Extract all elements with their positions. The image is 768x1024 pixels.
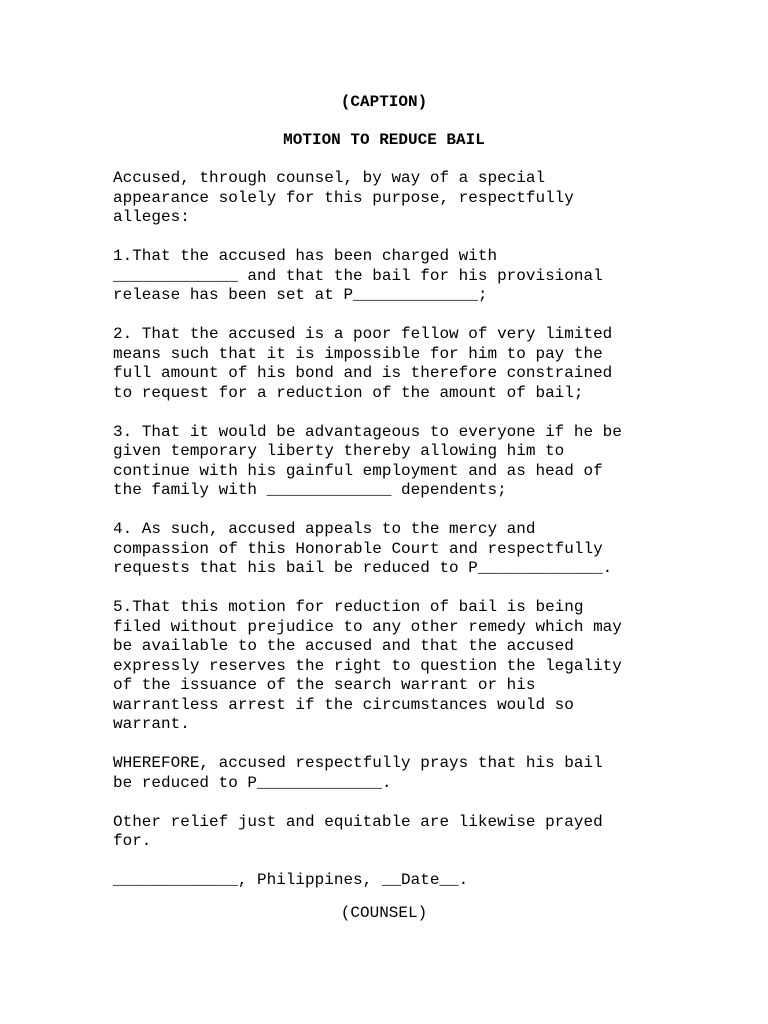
text-line: _____________, Philippines, __Date__.: [113, 871, 469, 889]
text-line: compassion of this Honorable Court and respectfully: [113, 539, 603, 558]
allegation-2-paragraph: [113, 325, 673, 403]
text-line: continue with his gainful employment and as head of: [113, 461, 603, 480]
text-line: be available to the accused and that the accused: [113, 637, 574, 655]
text-line: full amount of his bond and is therefore constrained: [113, 364, 613, 382]
document-title: MOTION TO REDUCE BAIL: [283, 131, 485, 149]
text-line: Accused, through counsel, by way of a special: [113, 169, 546, 187]
text-line: 2. That the accused is a poor fellow of very limited: [113, 325, 613, 343]
text-line: 4. As such, accused appeals to the mercy and: [113, 520, 536, 538]
counsel-signature: (COUNSEL): [340, 904, 428, 922]
text-line: expressly reserves the right to question the legality: [113, 656, 622, 675]
allegation-4-paragraph: [113, 520, 673, 579]
document-body: [113, 169, 673, 910]
text-line: of the issuance of the search warrant or his: [113, 676, 536, 694]
text-line: to request for a reduction of the amount of bail;: [113, 383, 584, 402]
wherefore-paragraph: [113, 754, 673, 793]
text-line: 1.That the accused has been charged with: [113, 247, 498, 265]
text-line: 3. That it would be advantageous to everyone if he be: [113, 422, 622, 441]
text-line: means such that it is impossible for him to pay the: [113, 344, 603, 363]
text-line: be reduced to P_____________.: [113, 773, 392, 792]
text-line: warrantless arrest if the circumstances would so: [113, 695, 574, 714]
caption-heading: (CAPTION): [340, 93, 428, 111]
text-line: warrant.: [113, 715, 190, 733]
other-relief-paragraph: [113, 813, 673, 852]
text-line: WHEREFORE, accused respectfully prays that his bail: [113, 754, 603, 772]
text-line: appearance solely for this purpose, respectfully: [113, 188, 574, 207]
text-line: requests that his bail be reduced to P_____________.: [113, 559, 613, 577]
intro-paragraph: [113, 169, 673, 228]
text-line: 5.That this motion for reduction of bail is being: [113, 598, 584, 616]
text-line: the family with _____________ dependents;: [113, 481, 507, 499]
text-line: release has been set at P_____________;: [113, 286, 488, 304]
text-line: _____________ and that the bail for his provisional: [113, 266, 603, 285]
text-line: filed without prejudice to any other remedy which may: [113, 617, 622, 636]
allegation-5-paragraph: [113, 598, 673, 735]
text-line: alleges:: [113, 208, 190, 226]
text-line: given temporary liberty thereby allowing him to: [113, 442, 565, 460]
allegation-3-paragraph: [113, 423, 673, 501]
text-line: Other relief just and equitable are likewise prayed: [113, 812, 603, 831]
text-line: for.: [113, 832, 152, 850]
place-date-line: [113, 871, 673, 891]
allegation-1-paragraph: [113, 247, 673, 306]
